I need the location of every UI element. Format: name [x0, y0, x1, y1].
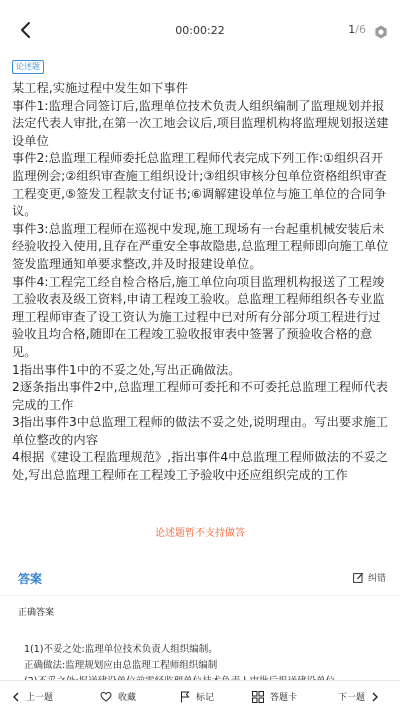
exam-timer: 00:00:22: [175, 24, 225, 37]
chevron-right-icon: [371, 692, 379, 702]
question-counter: [348, 23, 366, 36]
report-error-button[interactable]: [353, 571, 386, 584]
heart-icon: [100, 691, 112, 702]
chevron-left-icon: [12, 692, 20, 702]
bottom-nav-bar: [0, 680, 400, 711]
total-question-count: /6: [355, 23, 366, 36]
question-paragraph: 事件1:监理合同签订后,监理单位技术负责人组织编制了监理规划并报法定代表人审批,在第一次工地会议后,项目监理机构将监理规划报送建设单位: [12, 98, 389, 148]
unsupported-answer-notice: 论述题暂不支持做答: [155, 528, 245, 539]
question-paragraph: 4根据《建设工程监理规范》,指出事件4中总监理工程师做法的不妥之处,写出总监理工程师在工程竣工予验收中还应组织完成的工作: [12, 450, 389, 483]
answer-line: 1(1)不妥之处:监理单位技术负责人组织编制。: [24, 644, 218, 655]
correct-answer-label: 正确答案: [18, 608, 55, 618]
question-paragraph: 某工程,实施过程中发生如下事件: [12, 81, 188, 95]
question-paragraph: 事件2:总监理工程师委托总监理工程师代表完成下列工作:①组织召开监理例会;②组织审查施工组织设计;③组织审核分包单位资格组织审查工程变更,⑤签发工程款支付证书;⑥调解建设单位与施工单位的合同争议。: [12, 151, 387, 219]
answer-title: 答案: [18, 572, 43, 586]
question-type-tag: 论述题: [12, 60, 44, 74]
edit-icon: [353, 572, 364, 583]
mark-label: 标记: [196, 693, 215, 703]
answer-line: 正确做法:监理规划应由总监理工程师组织编制: [24, 660, 218, 671]
question-paragraph: 事件4:工程完工经自检合格后,施工单位向项目监理机构报送了工程竣工验收表及级工资料,申请工程竣工验收。总监理工程师组织各专业监理工程师审查了设工资认为施工过程中已对所有分部分项工程进行过验收且均合格,随即在工程竣工验收报审表中签署了预验收合格的意见。: [12, 274, 385, 359]
question-paragraph: 2逐条指出事件2中,总监理工程师可委托和不可委托总监理工程师代表完成的工作: [12, 380, 389, 412]
question-paragraph: 1指出事件1中的不妥之处,写出正确做法。: [12, 362, 241, 377]
question-body: [12, 80, 392, 485]
gear-icon: [374, 25, 388, 39]
prev-question-label: 上一题: [26, 693, 54, 703]
question-paragraph: 事件3:总监理工程师在巡视中发现,施工现场有一台起重机械安装后未经验收投入使用,且存在严重安全事故隐患,总监理工程师即向施工单位签发监理通知单要求整改,并及时报建设单位。: [12, 221, 389, 271]
answer-sheet-button[interactable]: [252, 690, 297, 703]
favorite-button[interactable]: [100, 690, 136, 703]
mark-button[interactable]: [180, 690, 214, 703]
current-question-number: 1: [348, 23, 356, 36]
question-paragraph: 3指出事件3中总监理工程师的做法不妥之处,说明理由。写出要求施工单位整改的内容: [12, 415, 389, 447]
top-bar: [0, 0, 400, 56]
next-question-label: 下一题: [338, 693, 366, 703]
favorite-label: 收藏: [118, 693, 137, 703]
settings-button[interactable]: [374, 24, 388, 38]
prev-question-button[interactable]: [12, 690, 53, 703]
grid-icon: [252, 691, 264, 703]
answer-sheet-label: 答题卡: [270, 693, 298, 703]
report-error-label: 纠错: [367, 574, 386, 584]
next-question-button[interactable]: [338, 690, 385, 703]
answer-header: [0, 562, 400, 596]
flag-icon: [180, 691, 190, 703]
